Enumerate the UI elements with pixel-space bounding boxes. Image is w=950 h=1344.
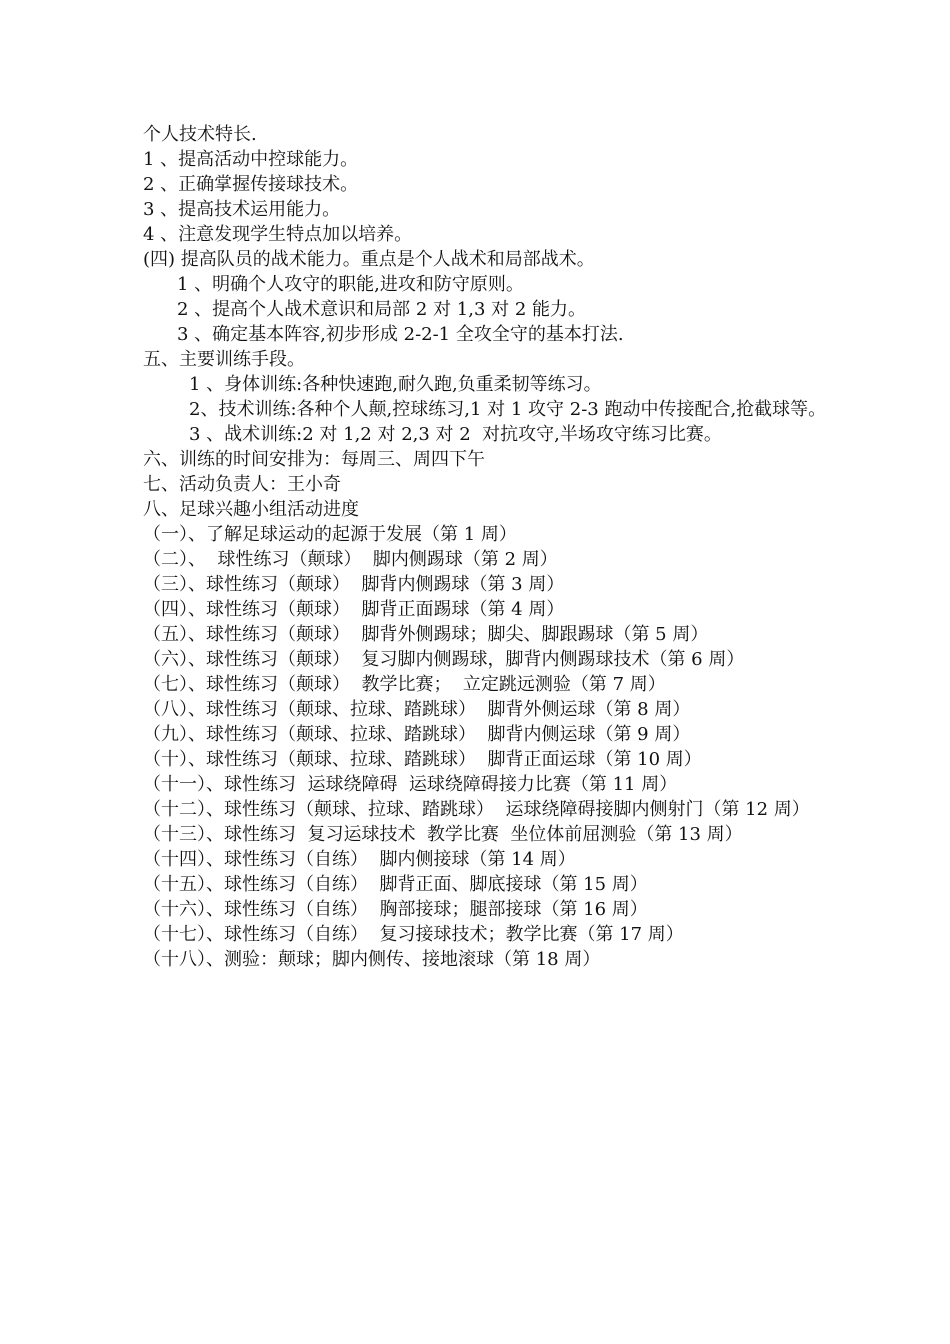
schedule-item: （十七）、球性练习（自练） 复习接球技术；教学比赛（第 17 周） bbox=[143, 924, 684, 945]
list-item: 2 、正确掌握传接球技术。 bbox=[143, 174, 359, 195]
document-body bbox=[143, 122, 833, 972]
list-item: 3 、战术训练:2 对 1,2 对 2,3 对 2 对抗攻守,半场攻守练习比赛。 bbox=[189, 424, 722, 445]
list-item: 1 、身体训练:各种快速跑,耐久跑,负重柔韧等练习。 bbox=[189, 374, 602, 395]
section-heading: 七、活动负责人：王小奇 bbox=[143, 474, 341, 495]
list-item: 3 、提高技术运用能力。 bbox=[143, 199, 341, 220]
schedule-item: （一）、了解足球运动的起源于发展（第 1 周） bbox=[143, 524, 517, 545]
schedule-item: （十）、球性练习（颠球、拉球、踏跳球） 脚背正面运球（第 10 周） bbox=[143, 749, 702, 770]
list-item: 1 、明确个人攻守的职能,进攻和防守原则。 bbox=[177, 274, 524, 295]
section-heading: 八、足球兴趣小组活动进度 bbox=[143, 499, 359, 520]
list-item: 2 、提高个人战术意识和局部 2 对 1,3 对 2 能力。 bbox=[177, 299, 587, 320]
list-item: 3 、确定基本阵容,初步形成 2-2-1 全攻全守的基本打法. bbox=[177, 324, 624, 345]
list-item: 2、技术训练:各种个人颠,控球练习,1 对 1 攻守 2-3 跑动中传接配合,抢截球等。 bbox=[189, 399, 827, 420]
schedule-item: （五）、球性练习（颠球） 脚背外侧踢球；脚尖、脚跟踢球（第 5 周） bbox=[143, 624, 709, 645]
schedule-item: （十五）、球性练习（自练） 脚背正面、脚底接球（第 15 周） bbox=[143, 874, 648, 895]
schedule-item: （十八）、测验：颠球；脚内侧传、接地滚球（第 18 周） bbox=[143, 949, 601, 970]
section-heading: (四) 提高队员的战术能力。重点是个人战术和局部战术。 bbox=[143, 249, 595, 270]
schedule-item: （十四）、球性练习（自练） 脚内侧接球（第 14 周） bbox=[143, 849, 576, 870]
schedule-item: （八）、球性练习（颠球、拉球、踏跳球） 脚背外侧运球（第 8 周） bbox=[143, 699, 691, 720]
schedule-item: （四）、球性练习（颠球） 脚背正面踢球（第 4 周） bbox=[143, 599, 565, 620]
schedule-item: （九）、球性练习（颠球、拉球、踏跳球） 脚背内侧运球（第 9 周） bbox=[143, 724, 691, 745]
section-heading: 五、主要训练手段。 bbox=[143, 349, 305, 370]
schedule-item: （二）、 球性练习（颠球） 脚内侧踢球（第 2 周） bbox=[143, 549, 558, 570]
schedule-item: （十三）、球性练习 复习运球技术 教学比赛 坐位体前屈测验（第 13 周） bbox=[143, 824, 743, 845]
schedule-item: （十一）、球性练习 运球绕障碍 运球绕障碍接力比赛（第 11 周） bbox=[143, 774, 678, 795]
text-line: 个人技术特长. bbox=[143, 124, 257, 145]
schedule-item: （六）、球性练习（颠球） 复习脚内侧踢球，脚背内侧踢球技术（第 6 周） bbox=[143, 649, 745, 670]
schedule-item: （三）、球性练习（颠球） 脚背内侧踢球（第 3 周） bbox=[143, 574, 565, 595]
schedule-item: （十二）、球性练习（颠球、拉球、踏跳球） 运球绕障碍接脚内侧射门（第 12 周） bbox=[143, 799, 810, 820]
list-item: 1 、提高活动中控球能力。 bbox=[143, 149, 359, 170]
section-heading: 六、训练的时间安排为：每周三、周四下午 bbox=[143, 449, 485, 470]
list-item: 4 、注意发现学生特点加以培养。 bbox=[143, 224, 413, 245]
schedule-item: （十六）、球性练习（自练） 胸部接球；腿部接球（第 16 周） bbox=[143, 899, 648, 920]
schedule-item: （七）、球性练习（颠球） 教学比赛； 立定跳远测验（第 7 周） bbox=[143, 674, 666, 695]
